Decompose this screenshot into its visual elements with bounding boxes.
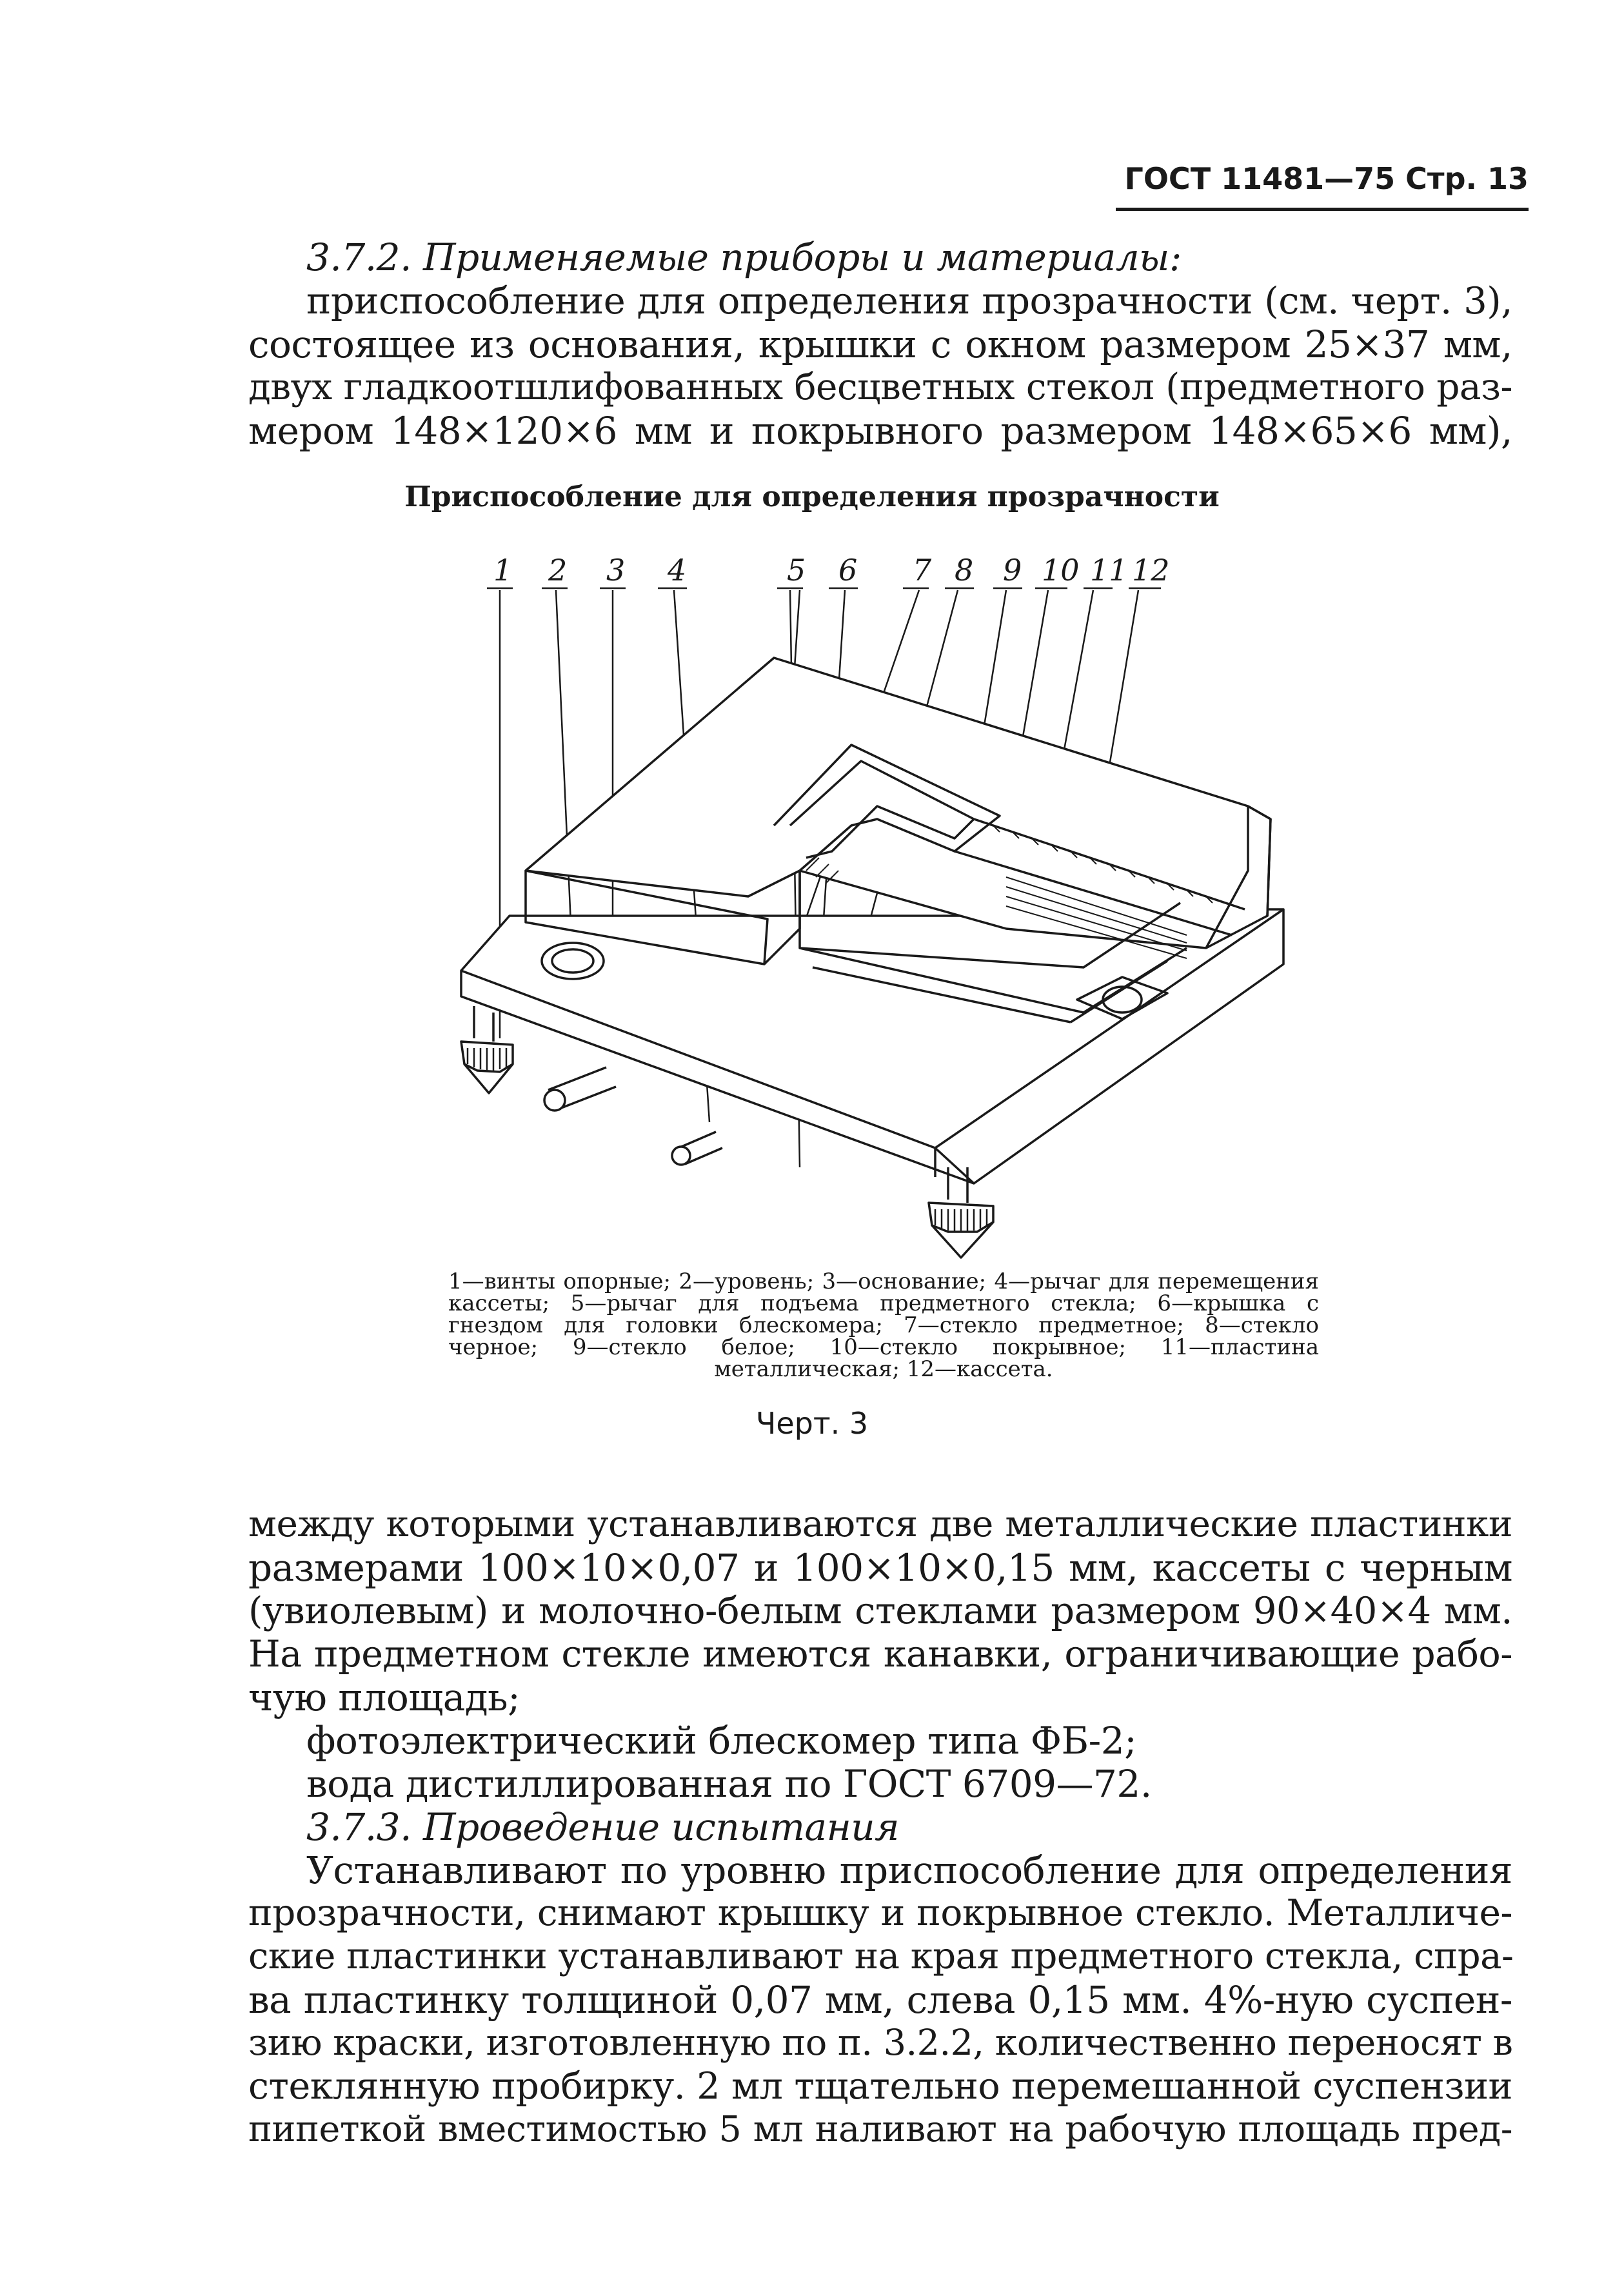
paragraph-line: зию краски, изготовленную по п. 3.2.2, количественно переносят в [248, 2022, 1513, 2064]
paragraph-line: мером 148×120×6 мм и покрывного размером 148×65×6 мм), [248, 409, 1512, 453]
figure-caption: Черт. 3 [755, 1406, 869, 1441]
figure-label-9: 9 [1003, 553, 1022, 588]
paragraph-line: Устанавливают по уровню приспособление для определения [306, 1848, 1512, 1892]
transparency-device-drawing [439, 548, 1303, 1270]
figure-label-12: 12 [1132, 553, 1170, 588]
figure-label-4: 4 [668, 553, 687, 588]
paragraph-line: ва пластинку толщиной 0,07 мм, слева 0,15 мм. 4%-ную суспен- [248, 1978, 1512, 2022]
figure-legend: 1—винты опорные; 2—уровень; 3—основание; 4—рычаг для перемещения кассеты; 5—рычаг для подъема предметного стекла; 6—крышка с гнездом для головки блескомера; 7—стекло предметное; 8—стекло черное; 9—стекло белое; 10—стекло покрывное; 11—пластина металлическая; 12—кассета. [448, 1269, 1319, 1382]
figure-label-3: 3 [606, 553, 626, 588]
paragraph-line: прозрачности, снимают крышку и покрывное стекло. Металличе- [248, 1892, 1512, 1934]
paragraph-line: чую площадь; [248, 1676, 520, 1719]
figure-label-1: 1 [493, 553, 513, 588]
paragraph-line: На предметном стекле имеются канавки, ограничивающие рабо- [248, 1633, 1512, 1676]
figure-title: Приспособление для определения прозрачности [404, 480, 1220, 513]
figure-labels [487, 553, 1170, 588]
page-header: ГОСТ 11481—75 Стр. 13 [1116, 161, 1529, 211]
section-3-7-2-heading [306, 235, 1512, 279]
figure-label-10: 10 [1042, 553, 1080, 588]
paragraph-line: между которыми устанавливаются две металлические пластинки [248, 1503, 1512, 1545]
paragraph-line: (увиолевым) и молочно-белым стеклами размером 90×40×4 мм. [248, 1589, 1512, 1632]
paragraph-line: двух гладкоотшлифованных бесцветных стекол (предметного раз- [248, 366, 1512, 408]
section-3-7-2-heading-text: 3.7.2. Применяемые приборы и материалы: [306, 235, 1182, 279]
figure-label-11: 11 [1090, 553, 1128, 588]
paragraph-line: размерами 100×10×0,07 и 100×10×0,15 мм, кассеты с черным [248, 1546, 1512, 1590]
paragraph-line: пипеткой вместимостью 5 мл наливают на рабочую площадь пред- [248, 2108, 1512, 2150]
figure-label-5: 5 [787, 553, 806, 588]
figure-label-6: 6 [838, 553, 858, 588]
paragraph-line: состоящее из основания, крышки с окном размером 25×37 мм, [248, 322, 1512, 366]
materials-item: фотоэлектрический блескомер типа ФБ-2; [306, 1719, 1137, 1763]
paragraph-line: стеклянную пробирку. 2 мл тщательно перемешанной суспензии [248, 2065, 1512, 2108]
bubble-level [542, 943, 604, 979]
materials-item: вода дистиллированная по ГОСТ 6709—72. [306, 1762, 1152, 1806]
figure-label-2: 2 [548, 553, 568, 588]
section-3-7-3-heading: 3.7.3. Проведение испытания [306, 1805, 900, 1849]
figure-label-7: 7 [913, 553, 932, 588]
figure-label-8: 8 [955, 553, 974, 588]
paragraph-line: приспособление для определения прозрачности (см. черт. 3), [306, 279, 1512, 322]
paragraph-line: ские пластинки устанавливают на края предметного стекла, спра- [248, 1935, 1514, 1977]
